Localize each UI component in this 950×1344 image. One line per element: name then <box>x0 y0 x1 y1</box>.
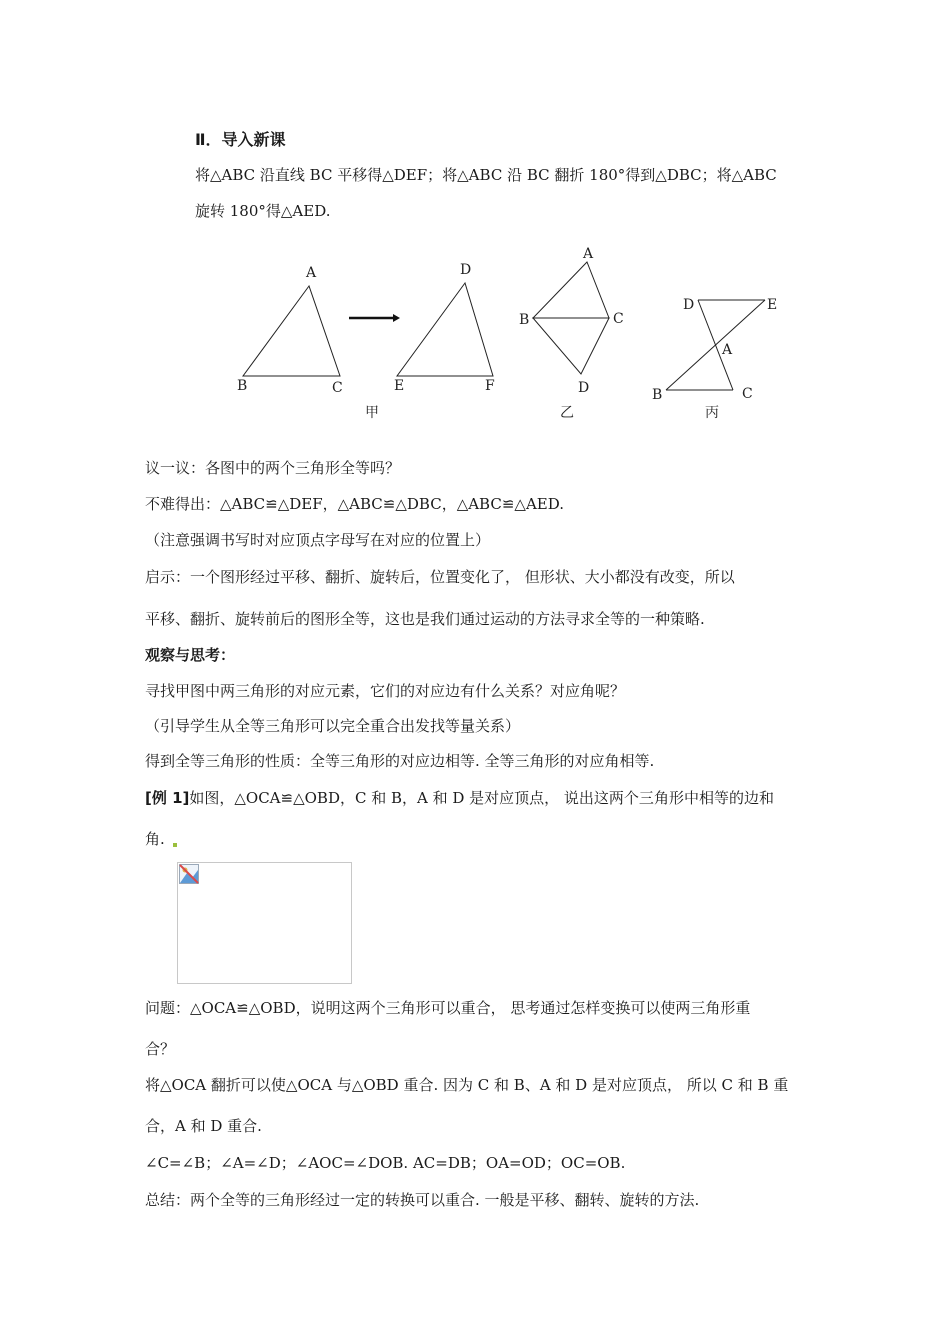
discuss-line: 议一议：各图中的两个三角形全等吗？ <box>145 459 401 477</box>
label-b: B <box>237 378 248 394</box>
marker-dot <box>173 843 177 847</box>
figure-jia-caption: 甲 <box>365 405 379 421</box>
figure-yi-caption: 乙 <box>560 405 574 421</box>
label-d: D <box>683 297 695 313</box>
conclusion-line: 不难得出：△ABC≌△DEF，△ABC≌△DBC，△ABC≌△AED. <box>145 495 564 513</box>
question-line-2: 合？ <box>145 1040 176 1058</box>
intro-line-1: 将△ABC 沿直线 BC 平移得△DEF；将△ABC 沿 BC 翻折 180°得到△DBC；将△ABC <box>195 166 777 184</box>
equalities-line: ∠C=∠B；∠A=∠D；∠AOC=∠DOB. AC=DB；OA=OD；OC=OB. <box>145 1154 626 1172</box>
note-line: （注意强调书写时对应顶点字母写在对应的位置上） <box>145 531 491 549</box>
figure-bing <box>652 297 777 421</box>
example-line-1 <box>145 788 774 808</box>
translate-arrow <box>349 314 400 322</box>
hint-line-2: 平移、翻折、旋转前后的图形全等，这也是我们通过运动的方法寻求全等的一种策略. <box>145 610 705 628</box>
intro-line-2: 旋转 180°得△AED. <box>195 202 331 220</box>
section-title: Ⅱ．导入新课 <box>195 130 286 149</box>
example-text: 如图，△OCA≌△OBD，C 和 B，A 和 D 是对应顶点， 说出这两个三角形中相等的边和 <box>189 789 774 807</box>
example-image-placeholder <box>177 862 352 984</box>
label-a: A <box>722 342 733 358</box>
figure-jia-right <box>394 262 495 394</box>
figure-jia-left <box>237 265 343 396</box>
label-c: C <box>332 380 343 396</box>
observe-note: （引导学生从全等三角形可以完全重合出发找等量关系） <box>145 717 521 735</box>
label-b: B <box>519 312 530 328</box>
observe-question: 寻找甲图中两三角形的对应元素，它们的对应边有什么关系？对应角呢？ <box>145 682 626 700</box>
label-b: B <box>652 387 663 403</box>
answer-line-1: 将△OCA 翻折可以使△OCA 与△OBD 重合. 因为 C 和 B、A 和 D 是对应顶点， 所以 C 和 B 重 <box>145 1076 789 1094</box>
label-f: F <box>485 378 495 394</box>
label-a: A <box>583 246 594 262</box>
triangles-figure <box>225 240 805 425</box>
label-d: D <box>460 262 472 278</box>
label-c: C <box>613 311 624 327</box>
example-tag: [例 1] <box>145 789 190 807</box>
label-a: A <box>306 265 317 281</box>
property-line: 得到全等三角形的性质：全等三角形的对应边相等. 全等三角形的对应角相等. <box>145 752 655 770</box>
question-line-1: 问题：△OCA≌△OBD，说明这两个三角形可以重合， 思考通过怎样变换可以使两三角形重 <box>145 999 751 1017</box>
figure-yi <box>519 246 624 421</box>
example-line-2: 角. <box>145 830 165 848</box>
summary-line: 总结：两个全等的三角形经过一定的转换可以重合. 一般是平移、翻转、旋转的方法. <box>145 1191 700 1209</box>
label-e: E <box>767 297 778 313</box>
answer-line-2: 合，A 和 D 重合. <box>145 1117 262 1135</box>
broken-image-icon <box>179 864 199 884</box>
label-c: C <box>742 386 753 402</box>
hint-line-1: 启示：一个图形经过平移、翻折、旋转后，位置变化了， 但形状、大小都没有改变，所以 <box>145 568 735 586</box>
label-e: E <box>394 378 405 394</box>
label-d: D <box>578 380 590 396</box>
observe-title: 观察与思考： <box>145 646 236 664</box>
figure-bing-caption: 丙 <box>705 405 719 421</box>
